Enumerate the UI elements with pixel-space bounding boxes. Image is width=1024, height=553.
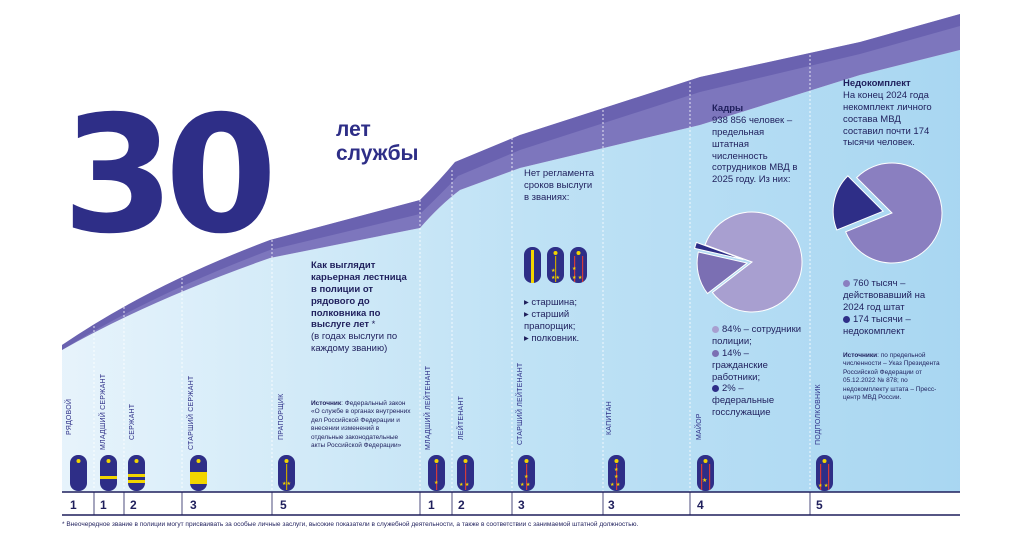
svg-text:★: ★ (434, 480, 439, 486)
rank-name: СТАРШИЙ ЛЕЙТЕНАНТ (517, 362, 524, 445)
legend-label: 14% – гражданские работники; (712, 347, 768, 383)
legend-item (712, 324, 804, 348)
no-regulation-boards (524, 247, 587, 283)
legend-swatch (712, 385, 719, 392)
legend-label: 2% – федеральные госслужащие (712, 383, 775, 419)
ladder-asterisk: * (369, 319, 376, 331)
legend-label: 760 тысяч – действовавший на 2024 год штат (843, 278, 926, 313)
rank-name: ЛЕЙТЕНАНТ (458, 395, 465, 440)
legend-item (712, 348, 804, 384)
staff-legend (712, 324, 804, 419)
rank-name: КАПИТАН (606, 401, 613, 435)
svg-text:★ ★: ★ ★ (818, 483, 829, 489)
legend-item (712, 383, 804, 419)
shoulder-board-icon (457, 455, 474, 491)
svg-text:★: ★ (551, 268, 556, 274)
rank-years: 5 (816, 498, 823, 512)
rank-name: РЯДОВОЙ (66, 398, 73, 435)
shortage-text: На конец 2024 года некомплект личного состава МВД составил почти 174 тысячи человек. (843, 89, 932, 149)
staff-heading: Кадры (712, 103, 744, 114)
footnote: * Внеочередное звание в полиции могут присваивать за особые личные заслуги, высокие показатели в служебной деятельности, а также в соответствии с занимаемой штатной должностью. (62, 521, 639, 528)
title-subtitle-line2: службы (336, 142, 419, 166)
legend-label: 84% – сотрудники полиции; (712, 324, 802, 347)
rank-years: 1 (428, 498, 435, 512)
shoulder-board-icon (428, 455, 445, 491)
svg-text:★: ★ (614, 467, 619, 473)
ladder-block (311, 260, 413, 355)
svg-text:★ ★: ★ ★ (520, 482, 531, 488)
shortage-source (843, 352, 947, 403)
svg-text:★ ★: ★ ★ (610, 482, 621, 488)
no-regulation-list (524, 297, 604, 345)
svg-text:★★: ★★ (551, 275, 560, 281)
ladder-note: (в годах выслуги по каждому званию) (311, 331, 398, 355)
rank-name: СЕРЖАНТ (129, 403, 136, 440)
legend-item (843, 278, 943, 314)
shoulder-board-icon (190, 455, 207, 491)
title-subtitle (336, 118, 418, 166)
shoulder-board-icon (570, 247, 587, 283)
legend-swatch (712, 350, 719, 357)
rank-years: 2 (130, 498, 137, 512)
legend-swatch (712, 326, 719, 333)
shoulder-board-icon (608, 455, 625, 491)
shortage-legend (843, 278, 943, 337)
rank-name: МЛАДШИЙ ЛЕЙТЕНАНТ (425, 365, 432, 450)
shortage-source-text: : по предельной численности – Указ Президента Российской Федерации от 05.12.2022 № 878; по недокомплекту штата – Пресс-центр МВД России. (843, 352, 940, 402)
shoulder-board-icon (524, 247, 541, 283)
rank-name: ПОДПОЛКОВНИК (815, 384, 822, 445)
svg-text:★: ★ (524, 474, 529, 480)
rank-years: 4 (697, 498, 704, 512)
shoulder-board-icon (697, 455, 714, 491)
rank-years: 2 (458, 498, 465, 512)
shoulder-board-icon (128, 455, 145, 491)
rank-years: 1 (70, 498, 77, 512)
legend-label: 174 тысячи – недокомплект (843, 313, 911, 337)
shortage-source-label: Источники (843, 352, 878, 359)
shoulder-board-icon (518, 455, 535, 491)
ladder-heading: Как выглядит карьерная лестница в полиции от рядового до полковника по выслуге лет (311, 260, 407, 331)
staff-text: 938 856 человек – предельная штатная численность сотрудников МВД в 2025 году. Из них: (712, 114, 798, 186)
no-regulation-item: ▸ полковник. (524, 332, 580, 344)
no-regulation-text: Нет регламента сроков выслуги в званиях: (524, 168, 595, 203)
title-subtitle-line1: лет (336, 118, 371, 141)
shoulder-board-icon (816, 455, 833, 491)
rank-years: 1 (100, 498, 107, 512)
shoulder-board-icon (100, 455, 117, 491)
rank-years: 5 (280, 498, 287, 512)
rank-years: 3 (190, 498, 197, 512)
svg-text:★: ★ (614, 474, 619, 480)
shoulder-board-icon (547, 247, 564, 283)
staff-block (712, 103, 802, 186)
shortage-block (843, 78, 943, 149)
rank-name: ПРАПОРЩИК (278, 393, 285, 440)
svg-text:★: ★ (702, 478, 708, 484)
shoulder-board-icon (278, 455, 295, 491)
ladder-source-label: Источник (311, 400, 342, 407)
no-regulation-item: ▸ старший прапорщик; (524, 308, 576, 332)
shoulder-board-icon (70, 455, 87, 491)
title-number: 30 (62, 82, 268, 270)
ladder-source-text: : Федеральный закон «О службе в органах внутренних дел Российской Федерации и внесении изменений в отдельные законодательные акты Российской Федерации» (311, 400, 411, 450)
rank-name: МАЙОР (696, 413, 703, 440)
rank-name: МЛАДШИЙ СЕРЖАНТ (100, 373, 107, 450)
shortage-heading: Недокомплект (843, 78, 911, 89)
ladder-source (311, 400, 413, 451)
legend-swatch (843, 280, 850, 287)
svg-text:★: ★ (572, 266, 577, 272)
rank-years: 3 (518, 498, 525, 512)
no-regulation-item: ▸ старшина; (524, 297, 578, 308)
rank-name: СТАРШИЙ СЕРЖАНТ (188, 375, 195, 450)
legend-swatch (843, 316, 850, 323)
svg-text:★ ★: ★ ★ (572, 275, 583, 281)
legend-item (843, 314, 943, 338)
rank-years: 3 (608, 498, 615, 512)
svg-text:★★: ★★ (282, 481, 291, 487)
svg-text:★ ★: ★ ★ (459, 482, 470, 488)
